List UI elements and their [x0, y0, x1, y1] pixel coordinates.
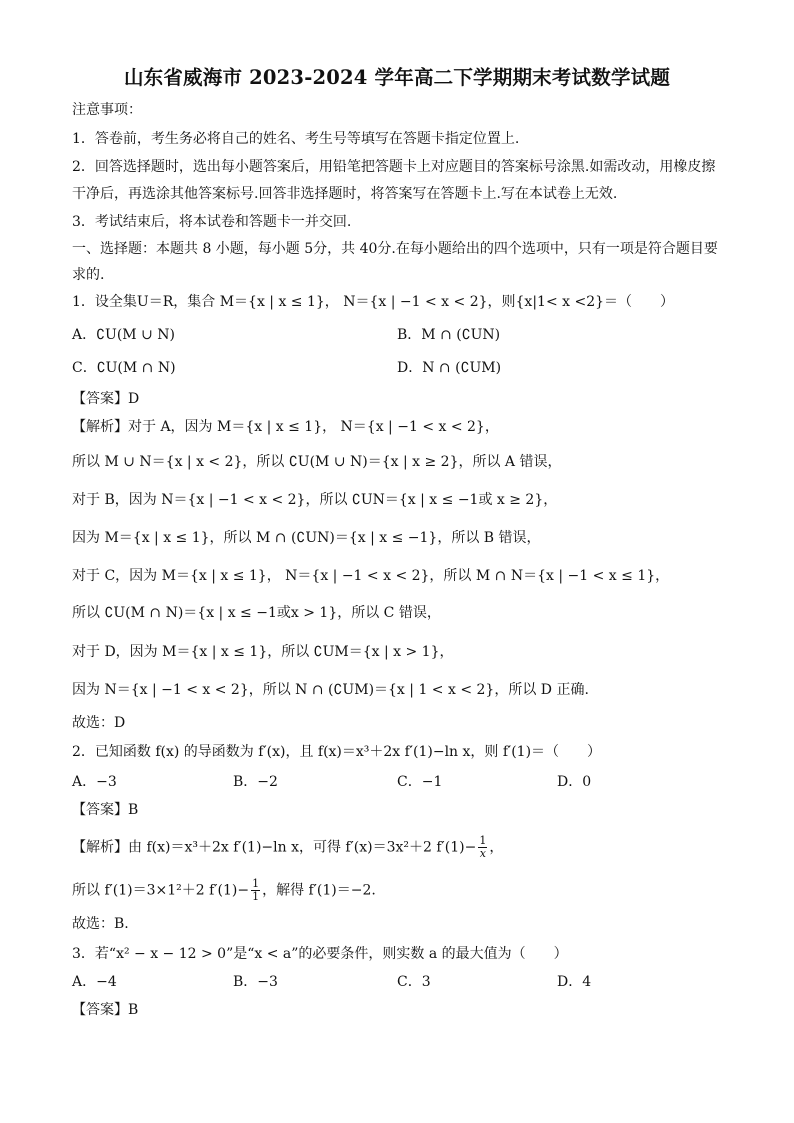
analysis-text-tail: ，解得 f′(1)＝−2. — [262, 882, 376, 899]
question-3-answer: 【答案】B — [72, 1002, 139, 1018]
question-2-option-d: D．0 — [557, 774, 592, 790]
notice-item-2-cont: 干净后，再选涂其他答案标号.回答非选择题时，将答案写在答题卡上.写在本试卷上无效. — [72, 186, 618, 202]
question-2-option-c: C．−1 — [397, 774, 443, 790]
notice-item-2: 2．回答选择题时，选出每小题答案后，用铅笔把答题卡上对应题目的答案标号涂黑.如需改动，用橡皮擦 — [72, 159, 716, 175]
notice-item-3: 3．考试结束后，将本试卷和答题卡一并交回. — [72, 214, 352, 230]
fraction-numerator: 1 — [252, 877, 260, 890]
fraction — [251, 878, 260, 903]
question-1-option-c: C．∁U(M ∩ N) — [72, 360, 176, 376]
question-2-answer: 【答案】B — [72, 802, 139, 818]
fraction-numerator: 1 — [479, 834, 487, 847]
question-2-option-b: B．−2 — [233, 774, 278, 790]
fraction-denominator: 1 — [252, 890, 260, 903]
question-1-analysis-line: 因为 N＝{x | −1 < x < 2}，所以 N ∩ (∁UM)＝{x | 1 < x < 2}，所以 D 正确. — [72, 682, 589, 698]
question-1-option-a: A．∁U(M ∪ N) — [72, 327, 175, 343]
question-1-conclusion: 故选：D — [72, 715, 126, 731]
question-3-option-c: C．3 — [397, 974, 431, 990]
question-3-option-a: A．−4 — [72, 974, 117, 990]
question-1-analysis-line: 对于 B，因为 N＝{x | −1 < x < 2}，所以 ∁UN＝{x | x ≤ −1或 x ≥ 2}， — [72, 492, 558, 508]
section-heading: 一、选择题：本题共 8 小题，每小题 5分，共 40分.在每小题给出的四个选项中，只有一项是符合题目要 — [72, 241, 718, 257]
question-1-analysis-line: 对于 C，因为 M＝{x | x ≤ 1}， N＝{x | −1 < x < 2}，所以 M ∩ N＝{x | −1 < x ≤ 1}， — [72, 568, 670, 584]
question-1-analysis-line: 因为 M＝{x | x ≤ 1}，所以 M ∩ (∁UN)＝{x | x ≤ −1}，所以 B 错误， — [72, 530, 541, 546]
question-2-stem: 2．已知函数 f(x) 的导函数为 f′(x)，且 f(x)＝x³＋2x f′(1)−ln x，则 f′(1)＝（ ） — [72, 744, 602, 760]
question-3-option-b: B．−3 — [233, 974, 278, 990]
question-1-analysis-line: 【解析】对于 A，因为 M＝{x | x ≤ 1}， N＝{x | −1 < x < 2}， — [72, 419, 499, 435]
question-3-option-d: D．4 — [557, 974, 592, 990]
notice-heading: 注意事项： — [72, 102, 142, 118]
analysis-text: 所以 f′(1)＝3×1²＋2 f′(1)− — [72, 882, 250, 899]
notice-item-1: 1．答卷前，考生务必将自己的姓名、考生号等填写在答题卡指定位置上. — [72, 131, 520, 147]
question-1-option-b: B．M ∩ (∁UN) — [397, 327, 501, 343]
fraction — [478, 835, 487, 860]
question-1-analysis-line: 所以 M ∪ N＝{x | x < 2}，所以 ∁U(M ∪ N)＝{x | x ≥ 2}，所以 A 错误， — [72, 454, 562, 470]
fraction-denominator: x — [479, 847, 486, 860]
question-1-stem: 1．设全集U＝R，集合 M＝{x | x ≤ 1}， N＝{x | −1 < x < 2}，则{x|1< x <2}＝（ ） — [72, 294, 675, 310]
page-title: 山东省威海市 2023-2024 学年高二下学期期末考试数学试题 — [123, 66, 671, 89]
question-2-option-a: A．−3 — [72, 774, 117, 790]
question-2-analysis-line-2 — [72, 878, 722, 903]
question-1-answer: 【答案】D — [72, 391, 140, 407]
question-2-analysis-line-1: 【解析】由 f(x)＝x³＋2x f′(1)−ln x，可得 f′(x)＝3x²＋2 f′(1)− $\frac{1}{x}$ ， — [72, 834, 504, 860]
question-2-conclusion: 故选：B. — [72, 916, 129, 932]
section-heading-cont: 求的. — [72, 267, 105, 283]
question-1-option-d: D．N ∩ (∁UM) — [397, 360, 502, 376]
question-3-stem: 3．若“x² − x − 12 > 0”是“x < a”的必要条件，则实数 a 的最大值为（ ） — [72, 946, 568, 962]
question-1-analysis-line: 对于 D，因为 M＝{x | x ≤ 1}，所以 ∁UM＝{x | x > 1}， — [72, 644, 454, 660]
question-1-analysis-line: 所以 ∁U(M ∩ N)＝{x | x ≤ −1或x > 1}，所以 C 错误， — [72, 605, 441, 621]
analysis-text: 【解析】由 f(x)＝x³＋2x f′(1)−ln x，可得 f′(x)＝3x²＋2 f′(1)− — [72, 839, 477, 856]
